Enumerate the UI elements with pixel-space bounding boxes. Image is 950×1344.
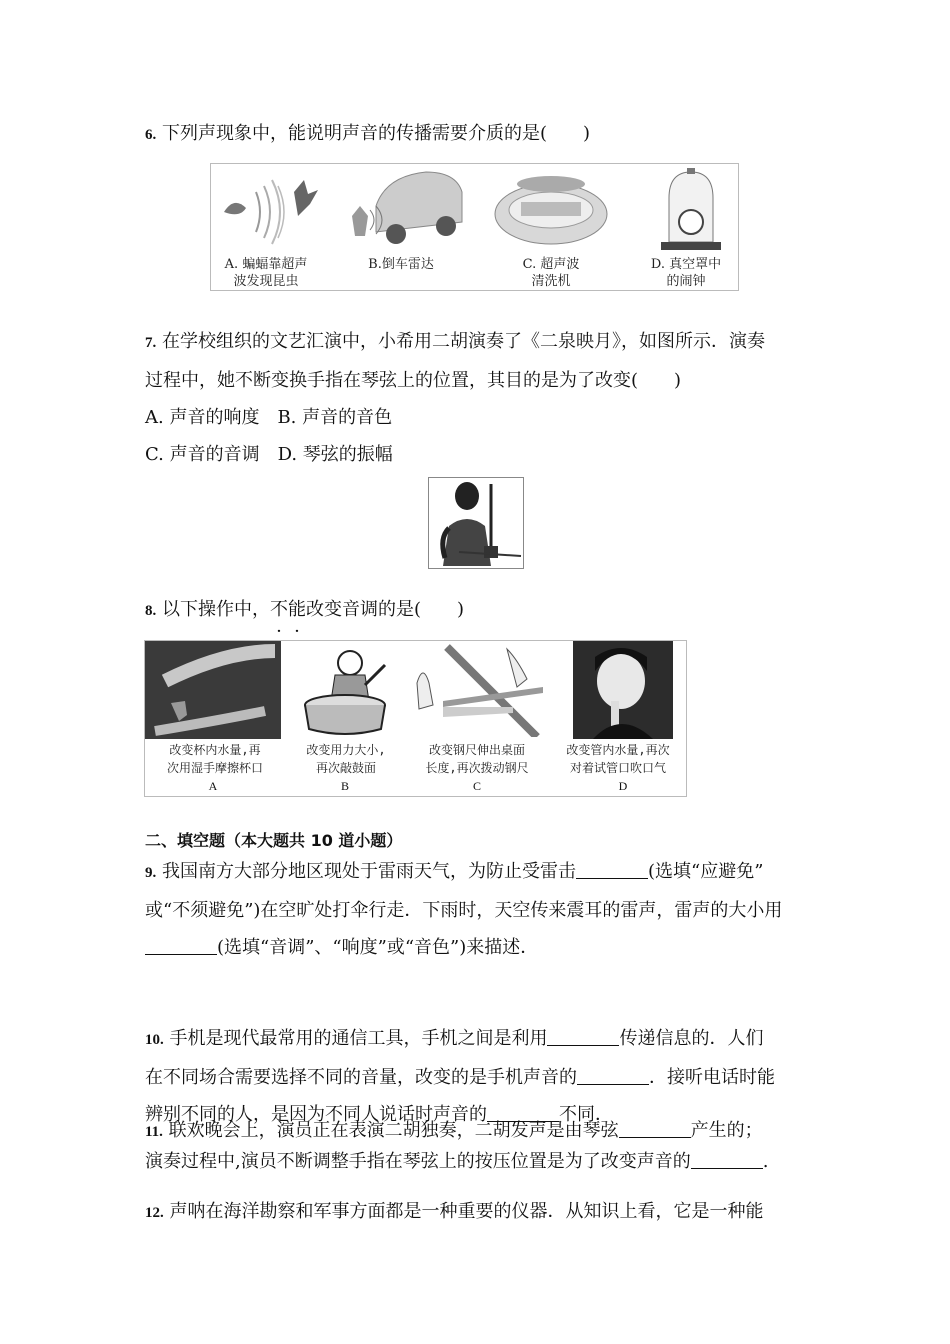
question-number: 6. — [145, 127, 157, 143]
question-number: 7. — [145, 335, 157, 351]
option-letter: C — [472, 779, 481, 793]
question-text: 辨别不同的人，是因为不同人说话时声音的 — [145, 1104, 487, 1125]
question-text: . — [762, 1151, 769, 1172]
ruler-illustration — [407, 643, 547, 737]
erhu-player-illustration — [429, 478, 523, 568]
question-text: 我国南方大部分地区现处于雷雨天气，为防止受雷击 — [161, 861, 576, 882]
caption-line: D. 真空罩中 — [650, 257, 722, 272]
question-11 — [145, 1116, 810, 1177]
question-text: 在学校组织的文艺汇演中，小希用二胡演奏了《二泉映月》，如图所示．演奏 — [161, 331, 765, 352]
question-number: 12. — [145, 1205, 164, 1221]
answer-blank[interactable] — [145, 936, 217, 955]
question-text: (选填“音调”、“响度”或“音色”)来描述． — [217, 937, 539, 958]
question-text: 传递信息的．人们 — [619, 1028, 764, 1049]
caption-line: 改变钢尺伸出桌面 — [428, 743, 525, 757]
question-number: 9. — [145, 865, 157, 881]
child-test-tube-illustration — [573, 641, 673, 739]
caption-line: 改变杯内水量,再 — [169, 743, 261, 757]
caption-line: 改变管内水量,再次 — [566, 743, 670, 757]
question-text: 在不同场合需要选择不同的音量，改变的是手机声音的 — [145, 1067, 577, 1088]
caption-line: B.倒车雷达 — [368, 257, 434, 272]
question-number: 11. — [145, 1124, 163, 1140]
caption-line: 再次敲鼓面 — [315, 761, 376, 775]
bat-illustration — [216, 172, 326, 252]
caption-line: 长度,再次拨动钢尺 — [425, 761, 529, 775]
question-text: 过程中，她不断变换手指在琴弦上的位置，其目的是为了改变( ) — [145, 370, 682, 391]
option-b: B. 声音的音色 — [277, 407, 393, 428]
caption-line: 改变用力大小, — [306, 743, 386, 757]
bell-jar-illustration — [651, 166, 731, 254]
caption-line: 对着试管口吹口气 — [569, 761, 666, 775]
caption-line: C. 超声波 — [522, 257, 580, 272]
question-text: 下列声现象中，能说明声音的传播需要介质的是( ) — [161, 123, 591, 144]
question-text: 以下操作中， — [161, 599, 270, 620]
caption-line: 次用湿手摩擦杯口 — [166, 761, 263, 775]
caption-line: 清洗机 — [531, 274, 571, 289]
question-text: ．接听电话时能 — [649, 1067, 775, 1088]
caption-line: 的闹钟 — [666, 274, 706, 289]
option-c-caption — [407, 741, 547, 777]
question-9 — [145, 853, 810, 966]
option-b-caption — [290, 741, 402, 777]
question-text: 声呐在海洋勘察和军事方面都是一种重要的仪器．从知识上看，它是一种能 — [169, 1201, 764, 1222]
option-a: A. 声音的响度 — [145, 407, 260, 428]
question-text: 或“不须避免”)在空旷处打伞行走．下雨时，天空传来震耳的雷声，雷声的大小用 — [145, 900, 783, 921]
option-d-caption — [636, 256, 736, 290]
answer-blank[interactable] — [577, 1066, 649, 1085]
question-text: 演奏过程中,演员不断调整手指在琴弦上的按压位置是为了改变声音的 — [145, 1151, 691, 1172]
option-d: D. 琴弦的振幅 — [277, 444, 393, 465]
option-letter: D — [618, 779, 628, 793]
q8-figure — [144, 640, 687, 797]
q6-figure — [210, 163, 739, 291]
answer-blank[interactable] — [691, 1150, 763, 1169]
question-text: 不同． — [559, 1104, 613, 1125]
question-text: 产生的； — [690, 1120, 763, 1141]
option-b-caption — [346, 256, 456, 273]
wine-glass-illustration — [145, 641, 281, 739]
car-radar-illustration — [346, 166, 466, 254]
option-letter: A — [208, 779, 218, 793]
question-number: 10. — [145, 1032, 164, 1048]
option-d-caption — [550, 741, 686, 777]
question-7 — [145, 323, 810, 473]
answer-blank[interactable] — [547, 1027, 619, 1046]
answer-blank[interactable] — [576, 860, 648, 879]
question-8 — [145, 591, 810, 630]
option-c-caption — [496, 256, 606, 290]
question-text: (选填“应避免” — [647, 861, 764, 882]
erhu-figure — [428, 477, 524, 569]
ultrasonic-cleaner-illustration — [491, 172, 611, 248]
question-text: 联欢晚会上，演员正在表演二胡独奏，二胡发声是由琴弦 — [168, 1120, 619, 1141]
option-a-caption — [211, 256, 321, 290]
question-text: 改变音调的是( ) — [305, 599, 465, 620]
option-c: C. 声音的音调 — [145, 444, 260, 465]
emphasized-char: 能 — [287, 599, 306, 620]
drum-illustration — [295, 645, 395, 737]
question-number: 8. — [145, 603, 157, 619]
question-6 — [145, 115, 810, 154]
option-letter: B — [340, 779, 349, 793]
question-12 — [145, 1193, 810, 1232]
option-a-caption — [145, 741, 285, 777]
caption-line: 波发现昆虫 — [233, 274, 299, 289]
question-text: 手机是现代最常用的通信工具，手机之间是利用 — [169, 1028, 548, 1049]
answer-blank[interactable] — [619, 1119, 691, 1138]
caption-line: A. 蝙蝠靠超声 — [224, 257, 308, 272]
section-heading: 二、填空题（本大题共 10 道小题） — [145, 831, 403, 850]
emphasized-char: 不 — [269, 599, 288, 620]
